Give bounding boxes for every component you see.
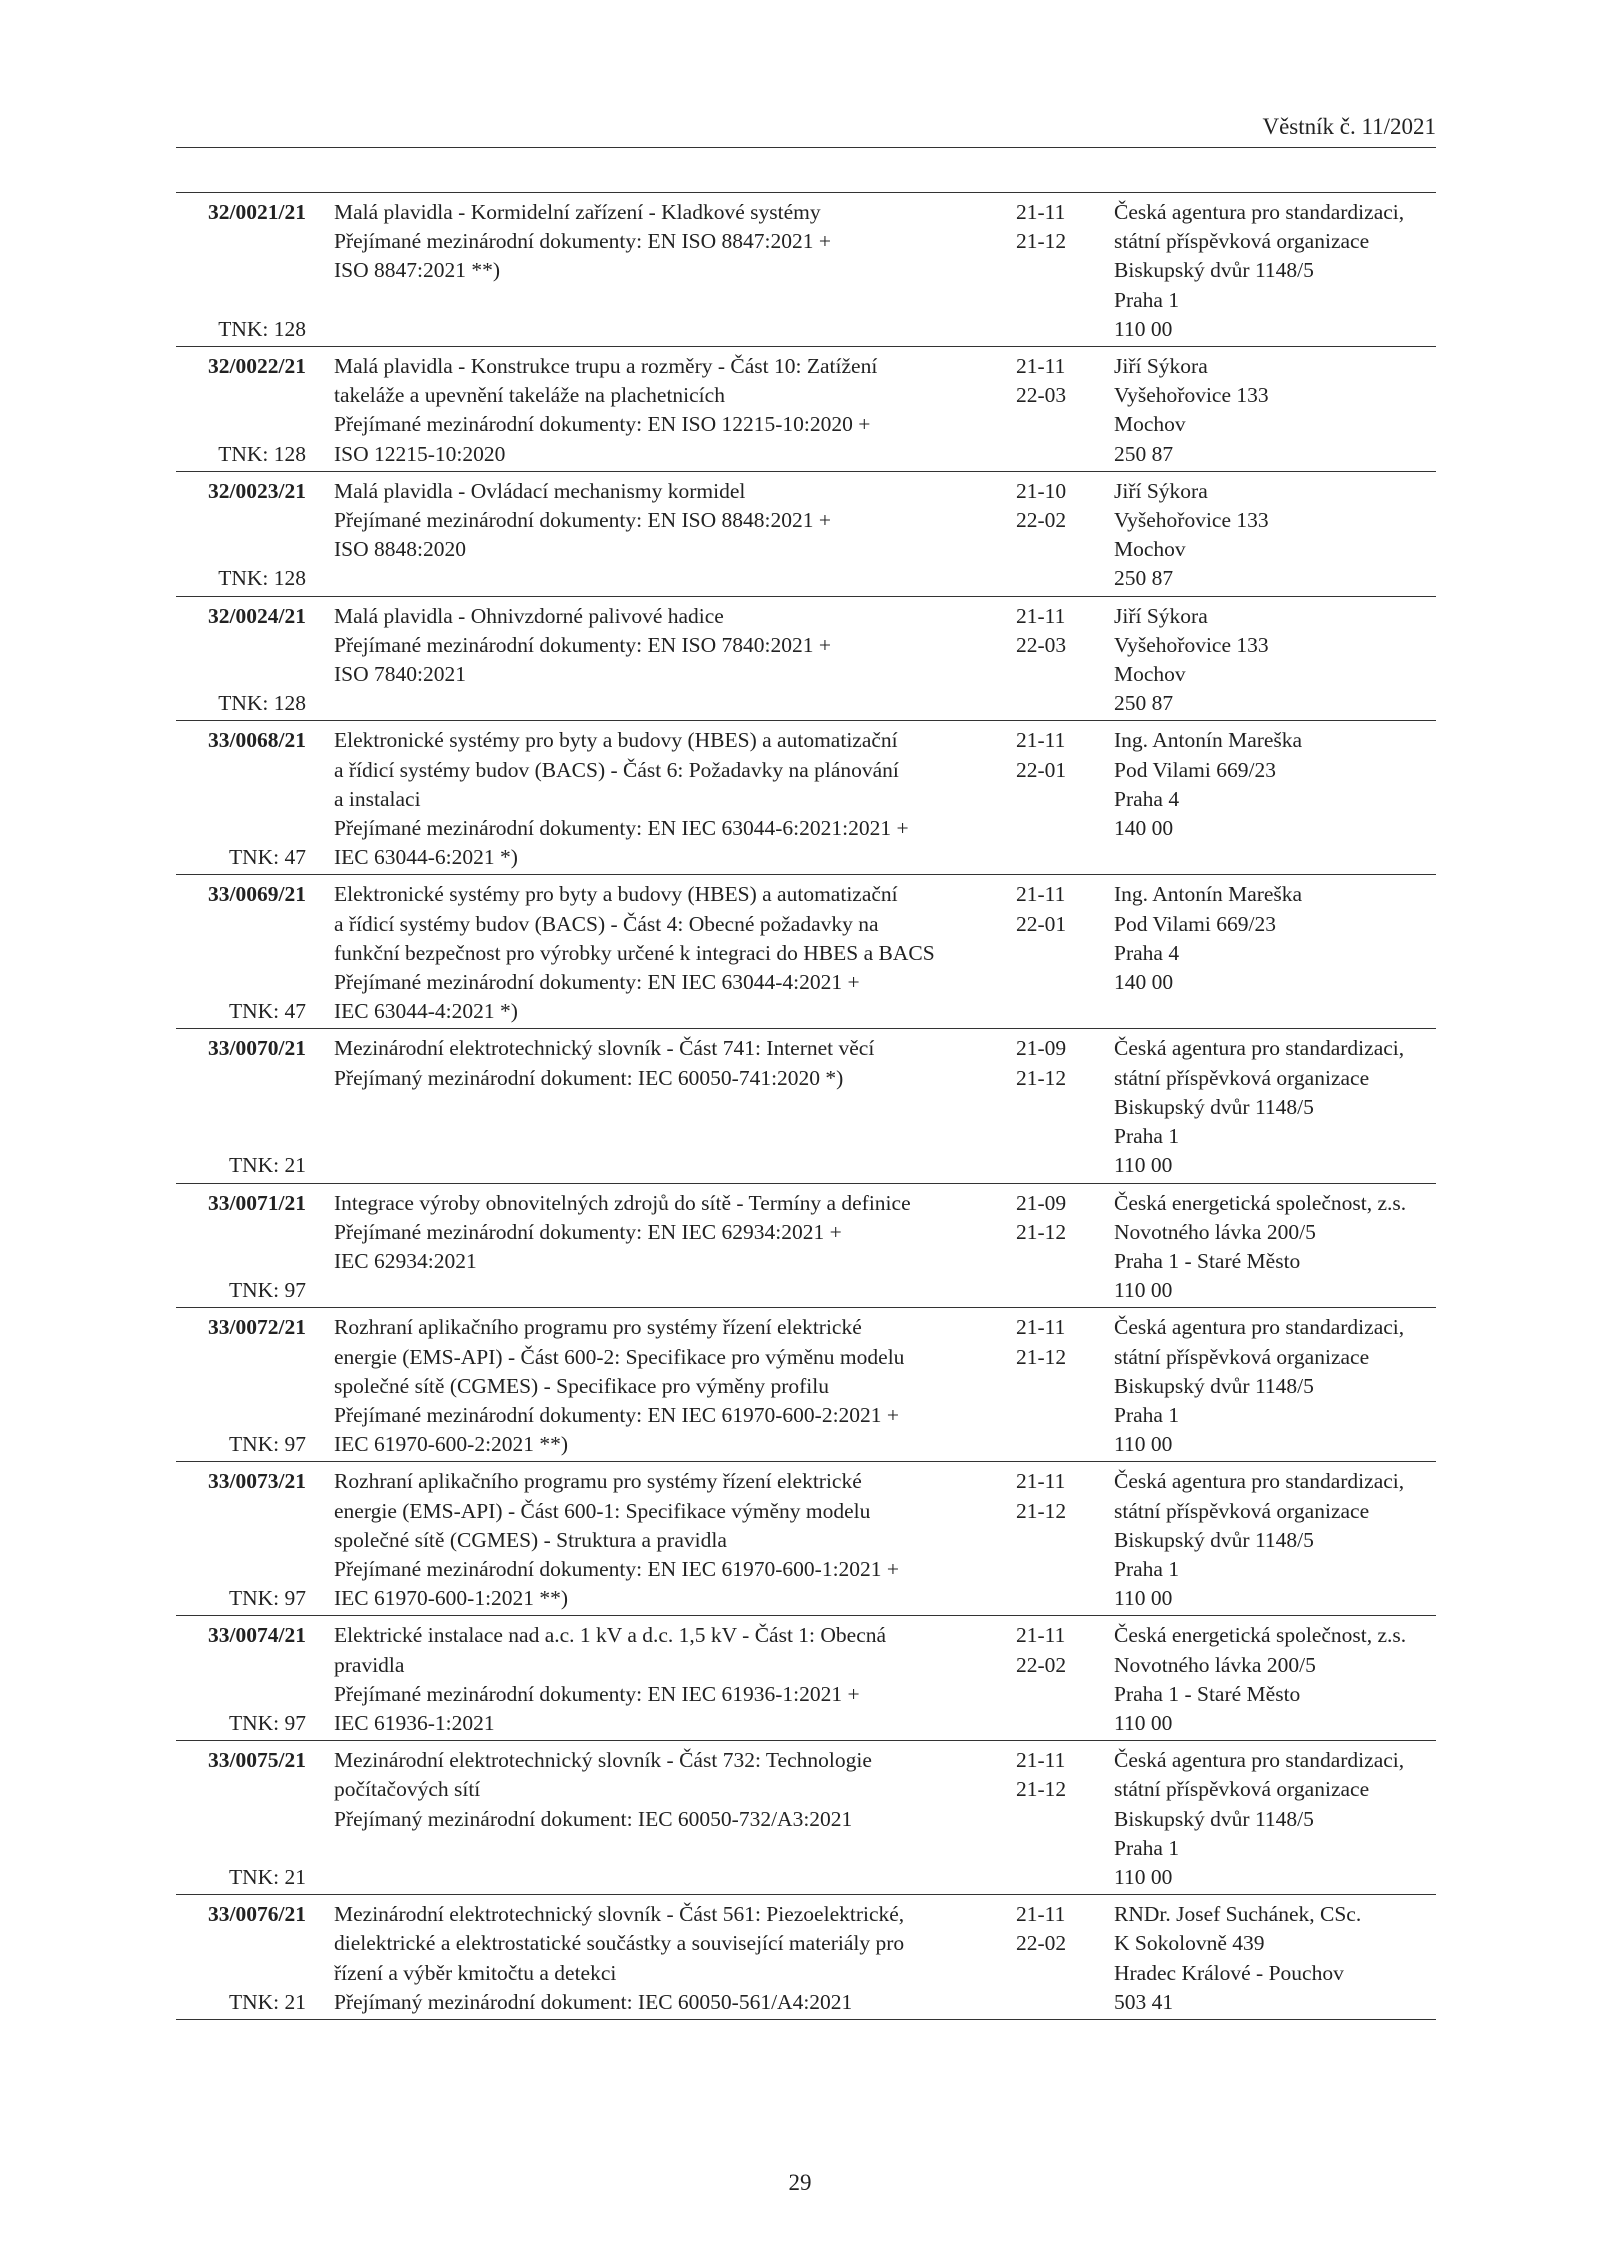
date-value: 22-01 [1016,757,1067,782]
address-line: Pod Vilami 669/23 [1114,911,1276,936]
description-cell [334,880,1010,1026]
address-line: Mochov [1114,662,1186,687]
standards-table [176,192,1436,2020]
address-line: Praha 1 [1114,1402,1180,1427]
address-line: Česká energetická společnost, z.s. [1114,1623,1407,1648]
code-cell [176,726,306,872]
dates-cell [1016,1621,1076,1738]
address-line: Biskupský dvůr 1148/5 [1114,258,1314,283]
date-value: 21-11 [1016,354,1066,379]
description-line: a instalaci [334,786,421,811]
description-cell [334,477,1010,594]
address-line: Novotného lávka 200/5 [1114,1219,1316,1244]
date-value: 21-12 [1016,1344,1067,1369]
description-cell [334,1467,1010,1613]
address-line: Praha 1 [1114,1124,1180,1149]
standard-code: 32/0022/21 [208,354,306,379]
date-value: 21-12 [1016,1065,1067,1090]
description-line: energie (EMS-API) - Část 600-1: Specifikace výměny modelu [334,1498,871,1523]
address-cell [1114,1467,1436,1613]
standard-code: 33/0076/21 [208,1902,306,1927]
description-line: Malá plavidla - Kormidelní zařízení - Kladkové systémy [334,200,821,224]
description-line: ISO 8848:2020 [334,537,466,562]
description-line: Rozhraní aplikačního programu pro systémy řízení elektrické [334,1469,862,1494]
address-line: 250 87 [1114,566,1174,591]
dates-cell [1016,198,1076,344]
tnk-label: TNK: 128 [218,316,306,341]
description-line: Přejímané mezinárodní dokumenty: EN ISO 12215-10:2020 + [334,412,871,437]
description-line: IEC 61936-1:2021 [334,1710,495,1735]
description-line: Malá plavidla - Konstrukce trupu a rozměry - Část 10: Zatížení [334,354,878,379]
date-value: 21-11 [1016,1748,1066,1773]
description-cell [334,726,1010,872]
address-line: Mochov [1114,412,1186,437]
address-line: 110 00 [1114,1864,1173,1889]
address-line: Česká agentura pro standardizaci, [1114,200,1405,224]
header-rule [176,147,1436,148]
address-cell [1114,477,1436,594]
standard-code: 33/0075/21 [208,1748,306,1773]
description-cell [334,1621,1010,1738]
description-line: Přejímané mezinárodní dokumenty: EN IEC 61970-600-2:2021 + [334,1402,900,1427]
address-line: 503 41 [1114,1989,1174,2014]
dates-cell [1016,880,1076,1026]
description-line: Mezinárodní elektrotechnický slovník - Část 732: Technologie [334,1748,872,1773]
description-line: Přejímané mezinárodní dokumenty: EN ISO 7840:2021 + [334,632,831,657]
tnk-label: TNK: 128 [218,691,306,716]
dates-cell [1016,1900,1076,2017]
address-cell [1114,1621,1436,1738]
address-line: státní příspěvková organizace [1114,1498,1370,1523]
description-line: Malá plavidla - Ovládací mechanismy kormidel [334,478,746,503]
description-line: a řídicí systémy budov (BACS) - Část 4: Obecné požadavky na [334,911,879,936]
address-cell [1114,1034,1436,1180]
date-value: 21-10 [1016,478,1067,503]
description-cell [334,352,1010,469]
code-cell [176,1034,306,1180]
address-line: 110 00 [1114,316,1173,341]
address-line: 140 00 [1114,970,1174,995]
date-value: 22-03 [1016,632,1067,657]
description-line: IEC 63044-4:2021 *) [334,999,518,1024]
description-cell [334,1313,1010,1459]
address-line: Biskupský dvůr 1148/5 [1114,1094,1314,1119]
address-line: Biskupský dvůr 1148/5 [1114,1527,1314,1552]
address-line: státní příspěvková organizace [1114,1065,1370,1090]
code-cell [176,352,306,469]
table-row [176,1184,1436,1309]
date-value: 22-01 [1016,911,1067,936]
tnk-label: TNK: 21 [228,1864,306,1889]
date-value: 21-09 [1016,1036,1067,1061]
description-line: a řídicí systémy budov (BACS) - Část 6: Požadavky na plánování [334,757,899,782]
address-line: 110 00 [1114,1710,1173,1735]
description-line: společné sítě (CGMES) - Struktura a pravidla [334,1527,727,1552]
date-value: 21-11 [1016,882,1066,907]
date-value: 21-11 [1016,1623,1066,1648]
address-line: Vyšehořovice 133 [1114,632,1269,657]
standard-code: 33/0070/21 [208,1036,306,1061]
address-line: Praha 4 [1114,940,1180,965]
table-row [176,875,1436,1029]
date-value: 21-12 [1016,229,1067,254]
description-cell [334,1189,1010,1306]
tnk-label: TNK: 47 [228,845,306,870]
description-line: Přejímaný mezinárodní dokument: IEC 60050-741:2020 *) [334,1065,844,1090]
code-cell [176,1313,306,1459]
date-value: 22-02 [1016,508,1067,533]
dates-cell [1016,1467,1076,1613]
table-row [176,1029,1436,1183]
tnk-label: TNK: 128 [218,441,306,466]
standard-code: 33/0069/21 [208,882,306,907]
description-line: Elektronické systémy pro byty a budovy (HBES) a automatizační [334,882,898,907]
description-cell [334,1034,1010,1180]
standard-code: 33/0072/21 [208,1315,306,1340]
code-cell [176,1467,306,1613]
address-line: státní příspěvková organizace [1114,229,1370,254]
address-line: RNDr. Josef Suchánek, CSc. [1114,1902,1362,1927]
address-line: Hradec Králové - Pouchov [1114,1960,1344,1985]
date-value: 22-03 [1016,383,1067,408]
table-row [176,1616,1436,1741]
code-cell [176,477,306,594]
address-line: Ing. Antonín Mareška [1114,728,1303,753]
address-line: Jiří Sýkora [1114,354,1208,379]
date-value: 21-11 [1016,1902,1066,1927]
dates-cell [1016,1313,1076,1459]
address-line: 250 87 [1114,441,1174,466]
description-line: funkční bezpečnost pro výrobky určené k integraci do HBES a BACS [334,940,935,965]
standard-code: 32/0024/21 [208,603,306,628]
dates-cell [1016,352,1076,469]
description-line: Přejímané mezinárodní dokumenty: EN IEC 61936-1:2021 + [334,1681,860,1706]
address-line: Česká energetická společnost, z.s. [1114,1190,1407,1215]
table-row [176,1462,1436,1616]
date-value: 22-02 [1016,1931,1067,1956]
description-line: Rozhraní aplikačního programu pro systémy řízení elektrické [334,1315,862,1340]
code-cell [176,880,306,1026]
tnk-label: TNK: 97 [228,1710,306,1735]
description-line: ISO 7840:2021 [334,662,466,687]
description-line: řízení a výběr kmitočtu a detekci [334,1960,617,1985]
description-line: IEC 61970-600-2:2021 **) [334,1432,569,1457]
description-line: IEC 62934:2021 [334,1248,477,1273]
table-row [176,1741,1436,1895]
address-line: státní příspěvková organizace [1114,1777,1370,1802]
standard-code: 33/0074/21 [208,1623,306,1648]
address-line: K Sokolovně 439 [1114,1931,1265,1956]
tnk-label: TNK: 21 [228,1153,306,1178]
address-line: Praha 1 [1114,1835,1180,1860]
description-cell [334,1746,1010,1892]
description-line: IEC 63044-6:2021 *) [334,845,518,870]
address-line: Mochov [1114,537,1186,562]
address-line: Ing. Antonín Mareška [1114,882,1303,907]
date-value: 21-11 [1016,603,1066,628]
description-line: Přejímané mezinárodní dokumenty: EN ISO 8848:2021 + [334,508,831,533]
address-line: Česká agentura pro standardizaci, [1114,1748,1405,1773]
code-cell [176,1189,306,1306]
standard-code: 33/0071/21 [208,1190,306,1215]
standard-code: 32/0023/21 [208,478,306,503]
address-line: Biskupský dvůr 1148/5 [1114,1806,1314,1831]
code-cell [176,1621,306,1738]
table-row [176,1895,1436,2020]
address-cell [1114,1313,1436,1459]
standard-code: 32/0021/21 [208,200,306,224]
address-cell [1114,198,1436,344]
date-value: 21-11 [1016,200,1066,224]
address-line: Jiří Sýkora [1114,603,1208,628]
description-cell [334,1900,1010,2017]
address-cell [1114,602,1436,719]
date-value: 21-11 [1016,1315,1066,1340]
address-line: Jiří Sýkora [1114,478,1208,503]
table-row [176,721,1436,875]
address-cell [1114,1746,1436,1892]
address-line: Novotného lávka 200/5 [1114,1652,1316,1677]
tnk-label: TNK: 97 [228,1586,306,1611]
address-line: Praha 1 - Staré Město [1114,1681,1301,1706]
description-line: energie (EMS-API) - Část 600-2: Specifikace pro výměnu modelu [334,1344,905,1369]
dates-cell [1016,1746,1076,1892]
address-line: 110 00 [1114,1153,1173,1178]
address-line: Biskupský dvůr 1148/5 [1114,1373,1314,1398]
tnk-label: TNK: 21 [228,1989,306,2014]
table-row [176,472,1436,597]
dates-cell [1016,1189,1076,1306]
address-line: Praha 4 [1114,786,1180,811]
tnk-label: TNK: 128 [218,566,306,591]
code-cell [176,1746,306,1892]
description-line: Přejímaný mezinárodní dokument: IEC 60050-732/A3:2021 [334,1806,853,1831]
dates-cell [1016,477,1076,594]
tnk-label: TNK: 47 [228,999,306,1024]
description-line: takeláže a upevnění takeláže na plachetnicích [334,383,725,408]
address-line: Praha 1 [1114,287,1180,312]
date-value: 22-02 [1016,1652,1067,1677]
table-row [176,347,1436,472]
address-cell [1114,726,1436,872]
description-line: Přejímaný mezinárodní dokument: IEC 60050-561/A4:2021 [334,1989,853,2014]
description-line: ISO 12215-10:2020 [334,441,506,466]
date-value: 21-11 [1016,728,1066,753]
dates-cell [1016,602,1076,719]
address-line: Česká agentura pro standardizaci, [1114,1315,1405,1340]
address-line: 250 87 [1114,691,1174,716]
description-line: Mezinárodní elektrotechnický slovník - Část 561: Piezoelektrické, [334,1902,905,1927]
description-cell [334,602,1010,719]
page-number: 29 [788,2170,812,2195]
code-cell [176,1900,306,2017]
date-value: 21-11 [1016,1469,1066,1494]
description-cell [334,198,1010,344]
description-line: Přejímané mezinárodní dokumenty: EN IEC 62934:2021 + [334,1219,842,1244]
address-cell [1114,352,1436,469]
dates-cell [1016,1034,1076,1180]
address-line: Vyšehořovice 133 [1114,508,1269,533]
date-value: 21-12 [1016,1219,1067,1244]
address-line: Česká agentura pro standardizaci, [1114,1036,1405,1061]
description-line: Přejímané mezinárodní dokumenty: EN IEC 63044-4:2021 + [334,970,860,995]
page-header-title: Věstník č. 11/2021 [1262,114,1436,139]
description-line: Přejímané mezinárodní dokumenty: EN IEC 61970-600-1:2021 + [334,1556,900,1581]
description-line: společné sítě (CGMES) - Specifikace pro výměny profilu [334,1373,829,1398]
address-line: Pod Vilami 669/23 [1114,757,1276,782]
table-row [176,193,1436,347]
description-line: dielektrické a elektrostatické součástky a související materiály pro [334,1931,905,1956]
address-line: Vyšehořovice 133 [1114,383,1269,408]
description-line: pravidla [334,1652,405,1677]
standard-code: 33/0073/21 [208,1469,306,1494]
address-line: 110 00 [1114,1278,1173,1303]
date-value: 21-09 [1016,1190,1067,1215]
tnk-label: TNK: 97 [228,1278,306,1303]
date-value: 21-12 [1016,1498,1067,1523]
description-line: Malá plavidla - Ohnivzdorné palivové hadice [334,603,724,628]
standard-code: 33/0068/21 [208,728,306,753]
address-cell [1114,880,1436,1026]
address-line: 110 00 [1114,1432,1173,1457]
address-line: státní příspěvková organizace [1114,1344,1370,1369]
table-row [176,1308,1436,1462]
address-line: Praha 1 [1114,1556,1180,1581]
table-row [176,597,1436,722]
dates-cell [1016,726,1076,872]
address-line: 140 00 [1114,816,1174,841]
address-line: Praha 1 - Staré Město [1114,1248,1301,1273]
address-line: 110 00 [1114,1586,1173,1611]
description-line: ISO 8847:2021 **) [334,258,501,283]
code-cell [176,198,306,344]
description-line: Přejímané mezinárodní dokumenty: EN ISO 8847:2021 + [334,229,831,254]
tnk-label: TNK: 97 [228,1432,306,1457]
address-line: Česká agentura pro standardizaci, [1114,1469,1405,1494]
description-line: IEC 61970-600-1:2021 **) [334,1586,569,1611]
address-cell [1114,1189,1436,1306]
description-line: Integrace výroby obnovitelných zdrojů do sítě - Termíny a definice [334,1190,911,1215]
description-line: Elektronické systémy pro byty a budovy (HBES) a automatizační [334,728,898,753]
description-line: Elektrické instalace nad a.c. 1 kV a d.c. 1,5 kV - Část 1: Obecná [334,1623,887,1648]
address-cell [1114,1900,1436,2017]
date-value: 21-12 [1016,1777,1067,1802]
description-line: Přejímané mezinárodní dokumenty: EN IEC 63044-6:2021:2021 + [334,816,909,841]
description-line: počítačových sítí [334,1777,481,1802]
description-line: Mezinárodní elektrotechnický slovník - Část 741: Internet věcí [334,1036,875,1061]
code-cell [176,602,306,719]
